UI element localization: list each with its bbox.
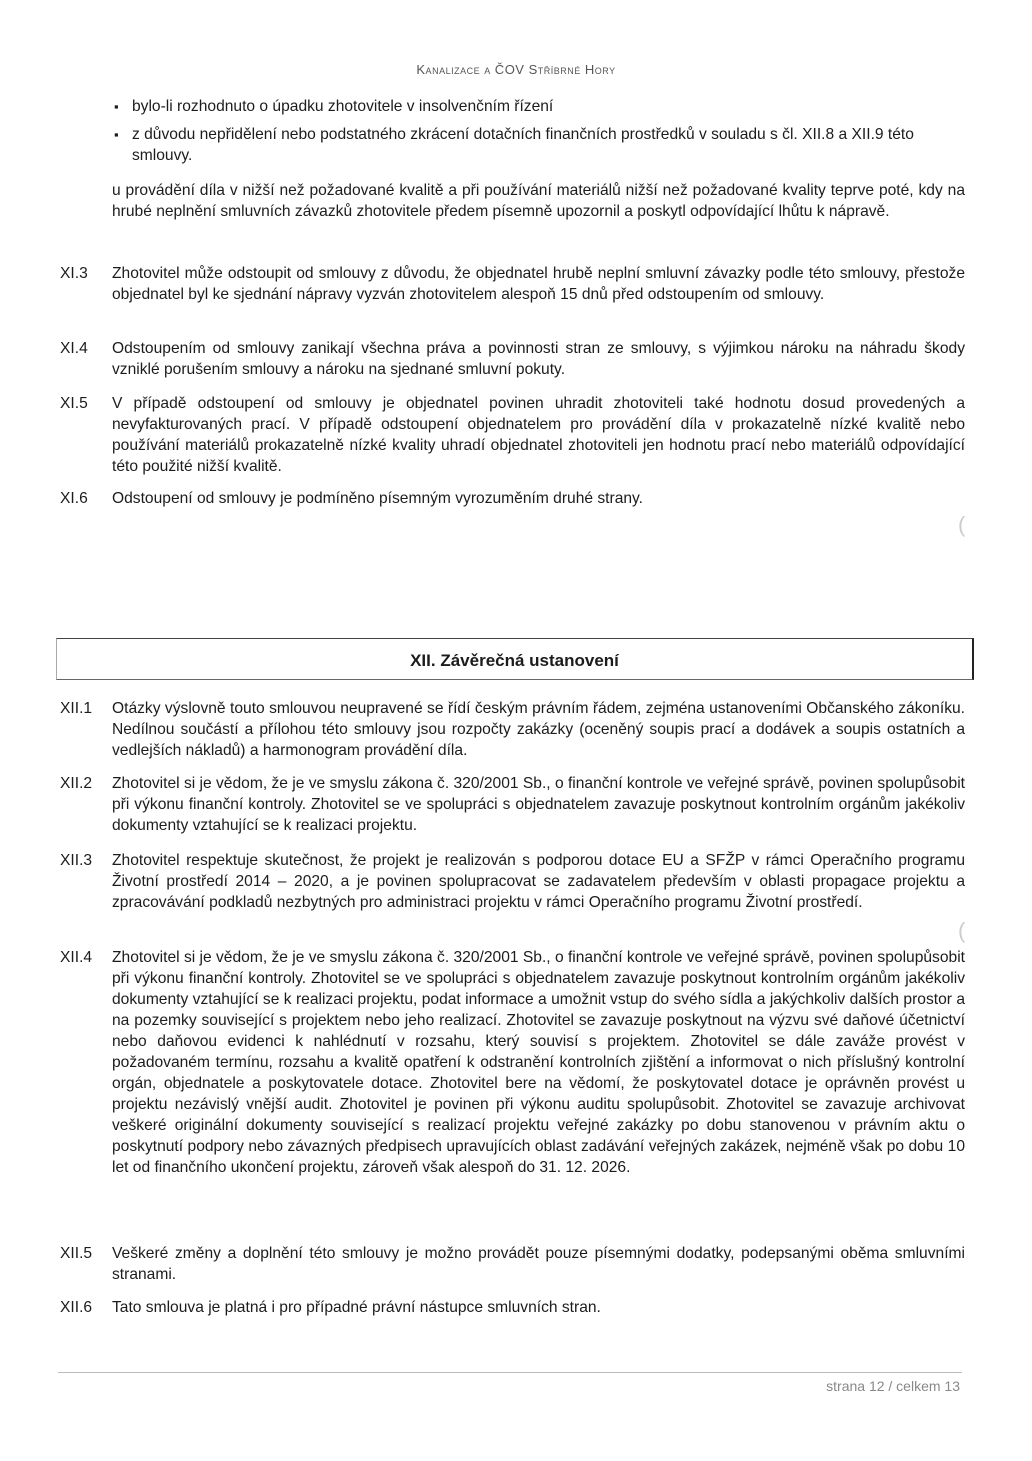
- clause-xii2: [60, 773, 965, 836]
- clause-text: Zhotovitel může odstoupit od smlouvy z důvodu, že objednatel hrubě neplní smluvní závazky podle této smlouvy, přestože objednatel byl ke sjednání nápravy vyzván zhotovitelem alespoň 15 dnů před odstoupením od smlouvy.: [112, 265, 965, 303]
- footer-divider: [58, 1372, 962, 1373]
- clause-number: XI.3: [60, 265, 88, 282]
- clause-number: XII.2: [60, 775, 93, 792]
- clause-text: Tato smlouva je platná i pro případné právní nástupce smluvních stran.: [112, 1299, 601, 1316]
- clause-xi6: [60, 488, 965, 509]
- clause-text: Zhotovitel si je vědom, že je ve smyslu zákona č. 320/2001 Sb., o finanční kontrole ve veřejné správě, povinen spolupůsobit při výkonu finanční kontroly. Zhotovitel se ve spolupráci s objednatelem zavazuje poskytnout kontrolním orgánům jakékoliv dokumenty vztahující se k realizaci projektu, podat informace a umožnit vstup do svého sídla a jakýchkoliv dalších prostor a na pozemky související s projektem nebo jeho realizací. Zhotovitel se zavazuje poskytnout na výzvu své daňové účetnictví nebo daňovou evidenci k nahlédnutí v rozsahu, který souvisí s projektem. Zhotovitel se dále zaváže provést v požadovaném termínu, rozsahu a kvalitě opatření k odstranění kontrolních zjištění a informovat o nich příslušný kontrolní orgán, objednatele a poskytovatele dotace. Zhotovitel bere na vědomí, že poskytovatel dotace je oprávněn provést u projektu nezávislý vnější audit. Zhotovitel je povinen při výkonu auditu spolupůsobit. Zhotovitel se zavazuje archivovat veškeré originální dokumenty související s realizací projektu veřejné zakázky po dobu stanovenou v právním aktu o poskytnutí podpory nebo závazných předpisech upravujících oblast zadávání veřejných zakázek, nejméně však po dobu 10 let od finančního ukončení projektu, zároveň však alespoň do 31. 12. 2026.: [112, 949, 965, 1176]
- list-item: [112, 124, 972, 166]
- bullet-text: z důvodu nepřidělení nebo podstatného zkrácení dotačních finančních prostředků v souladu s čl. XII.8 a XII.9 této smlouvy.: [132, 126, 914, 164]
- clause-text: V případě odstoupení od smlouvy je objednatel povinen uhradit zhotoviteli také hodnotu dosud provedených a nevyfakturovaných prací. V případě odstoupení objednatelem pro provádění díla v prokazatelně nízké kvalitě nebo používání materiálů prokazatelně nízké kvality uhradí objednatel zhotoviteli jen hodnotu prací nebo materiálů odpovídající této použité nižší kvalitě.: [112, 395, 965, 475]
- intro-paragraph: u provádění díla v nižší než požadované kvalitě a při používání materiálů nižší než požadované kvality teprve poté, kdy na hrubé neplnění smluvních závazků zhotovitele předem písemně upozornil a poskytl odpovídající lhůtu k nápravě.: [112, 182, 965, 220]
- clause-xii5: [60, 1243, 965, 1285]
- clause-xi5: [60, 393, 965, 477]
- page-header: Kanalizace a ČOV Stříbrné Hory: [416, 62, 616, 77]
- clause-xii3: [60, 850, 965, 913]
- clause-number: XI.4: [60, 340, 88, 357]
- clause-number: XII.4: [60, 949, 93, 966]
- section-heading-box: [56, 638, 974, 680]
- clause-text: Veškeré změny a doplnění této smlouvy je možno provádět pouze písemnými dodatky, podepsanými oběma smluvními stranami.: [112, 1245, 965, 1283]
- clause-xii4: [60, 947, 965, 1178]
- clause-number: XII.3: [60, 852, 93, 869]
- clause-xi3: [60, 263, 965, 305]
- section-title: XII. Závěrečná ustanovení: [410, 651, 619, 670]
- clause-number: XII.5: [60, 1245, 93, 1262]
- clause-xii1: [60, 698, 965, 761]
- page-number: strana 12 / celkem 13: [826, 1378, 960, 1394]
- clause-text: Odstoupení od smlouvy je podmíněno písemným vyrozuměním druhé strany.: [112, 490, 644, 507]
- bullet-text: bylo-li rozhodnuto o úpadku zhotovitele v insolvenčním řízení: [132, 98, 554, 115]
- clause-xi4: [60, 338, 965, 380]
- clause-text: Zhotovitel respektuje skutečnost, že projekt je realizován s podporou dotace EU a SFŽP v rámci Operačního programu Životní prostředí 2014 – 2020, a je povinen spolupracovat se zadavatelem především v oblasti propagace projektu a zpracovávání podkladů nezbytných pro administraci projektu v rámci Operačního programu Životní prostředí.: [112, 852, 965, 911]
- clause-xii6: [60, 1297, 965, 1318]
- list-item: [112, 96, 972, 117]
- clause-number: XII.6: [60, 1299, 93, 1316]
- clause-text: Otázky výslovně touto smlouvou neupravené se řídí českým právním řádem, zejména ustanoveními Občanského zákoníku. Nedílnou součástí a přílohou této smlouvy jsou rozpočty zakázky (oceněný soupis prací a dodávek a soupis ostatních a vedlejších nákladů) a harmonogram provádění díla.: [112, 700, 965, 759]
- clause-text: Odstoupením od smlouvy zanikají všechna práva a povinnosti stran ze smlouvy, s výjimkou nároku na náhradu škody vzniklé porušením smlouvy a nároku na sjednané smluvní pokuty.: [112, 340, 965, 378]
- bullet-list: [112, 96, 972, 173]
- clause-text: Zhotovitel si je vědom, že je ve smyslu zákona č. 320/2001 Sb., o finanční kontrole ve veřejné správě, povinen spolupůsobit při výkonu finanční kontroly. Zhotovitel se ve spolupráci s objednatelem zavazuje poskytnout kontrolním orgánům jakékoliv dokumenty vztahující se k realizaci projektu.: [112, 775, 965, 834]
- scan-mark: (: [958, 512, 966, 537]
- clause-number: XII.1: [60, 700, 93, 717]
- bullet-icon: ▪: [114, 127, 119, 142]
- bullet-icon: ▪: [114, 99, 119, 114]
- clause-number: XI.5: [60, 395, 88, 412]
- scan-mark: (: [958, 918, 966, 943]
- clause-number: XI.6: [60, 490, 88, 507]
